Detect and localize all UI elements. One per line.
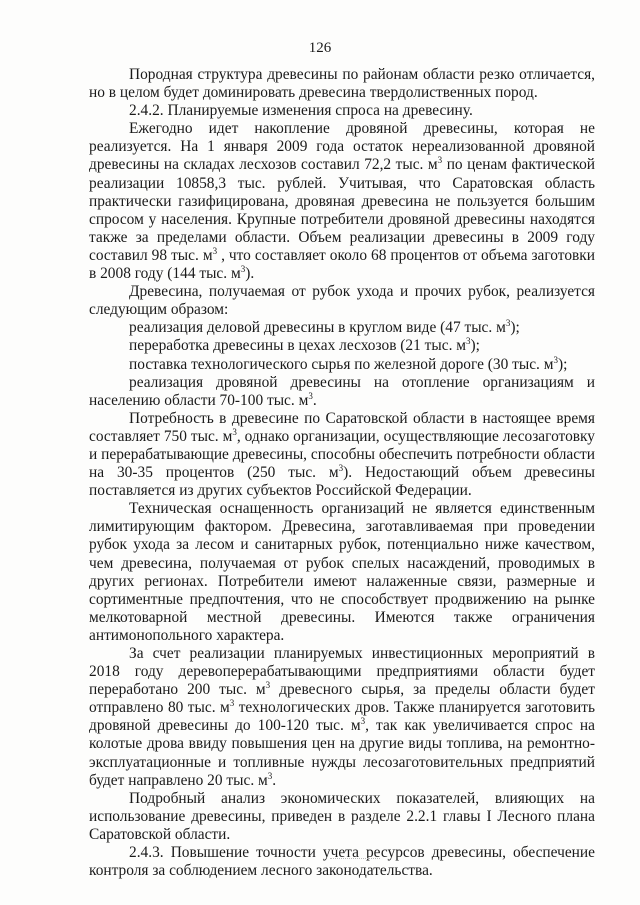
paragraph-11: За счет реализации планируемых инвестиционных мероприятий в 2018 году деревоперерабатывающими предприятиями области будет переработано 200 тыс. $м^3$ древесного сырья, за пределы области будет отправлено 80 тыс. $м^3$ технологических дров. Также планируется заготовить дровяной древесины до 100-120 тыс. $м^3$, так как увеличивается спрос на колотые дрова ввиду повышения цен на другие виды топлива, на ремонтно-эксплуатационные и топливные нужды лесозаготовительных предприятий будет направлено 20 тыс. $м^3$. <box>89 645 595 789</box>
section-heading-2-4-2: 2.4.2. Планируемые изменения спроса на древесину. <box>129 102 473 120</box>
list-item-1: реализация деловой древесины в круглом виде (47 тыс. $м^3$); <box>129 318 520 337</box>
paragraph-10: Техническая оснащенность организаций не является единственным лимитирующим фактором. Древесина, заготавливаемая при проведении рубок ухода за лесом и санитарных рубок, потенциально ниже качеством, чем древесина, получаемая от рубок спелых насаждений, проводимых в других регионах. Потребители имеют налаженные связи, размерные и сортиментные предпочтения, что не способствует продвижению на рынке мелкотоварной местной древесины. Имеются также ограничения антимонопольного характера. <box>89 500 595 644</box>
paragraph-9: Потребность в древесине по Саратовской области в настоящее время составляет 750 тыс. $м^3$, однако организации, осуществляющие лесозаготовку и перерабатывающие древесины, способны обеспечить потребности области на 30-35 процентов (250 тыс. $м^3$). Недостающий объем древесины поставляется из других субъектов Российской Федерации. <box>89 409 595 500</box>
document-body <box>89 66 595 880</box>
list-item-4: реализация дровяной древесины на отопление организациям и населению области 70-100 тыс. $м^3$. <box>89 373 595 409</box>
page-number: 126 <box>308 40 332 56</box>
paragraph-3: Ежегодно идет накопление дровяной древесины, которая не реализуется. На 1 января 2009 года остаток нереализованной дровяной древесины на складах лесхозов составил 72,2 тыс. $м^3$ по ценам фактической реализации 10858,3 тыс. рублей. Учитывая, что Саратовская область практически газифицирована, дровяная древесина не пользуется большим спросом у населения. Крупные потребители дровяной древесины находятся также за пределами области. Объем реализации древесины в 2009 году составил 98 тыс. $м^3$ , что составляет около 68 процентов от объема заготовки в 2008 году (144 тыс. $м^3$). <box>89 120 595 283</box>
list-item-3: поставка технологического сырья по железной дороге (30 тыс. $м^3$); <box>129 354 568 373</box>
paragraph-1: Породная структура древесины по районам области резко отличается, но в целом будет доминировать древесина твердолиственных пород. <box>89 66 595 102</box>
paragraph-4: Древесина, получаемая от рубок ухода и прочих рубок, реализуется следующим образом: <box>89 283 595 319</box>
scan-artifact <box>330 858 380 863</box>
section-heading-2-4-3: 2.4.3. Повышение точности учета ресурсов древесины, обеспечение контроля за соблюдением лесного законодательства. <box>89 844 595 880</box>
paragraph-12: Подробный анализ экономических показателей, влияющих на использование древесины, приведен в разделе 2.2.1 главы I Лесного плана Саратовской области. <box>89 789 595 843</box>
list-item-2: переработка древесины в цехах лесхозов (21 тыс. $м^3$); <box>129 336 480 355</box>
